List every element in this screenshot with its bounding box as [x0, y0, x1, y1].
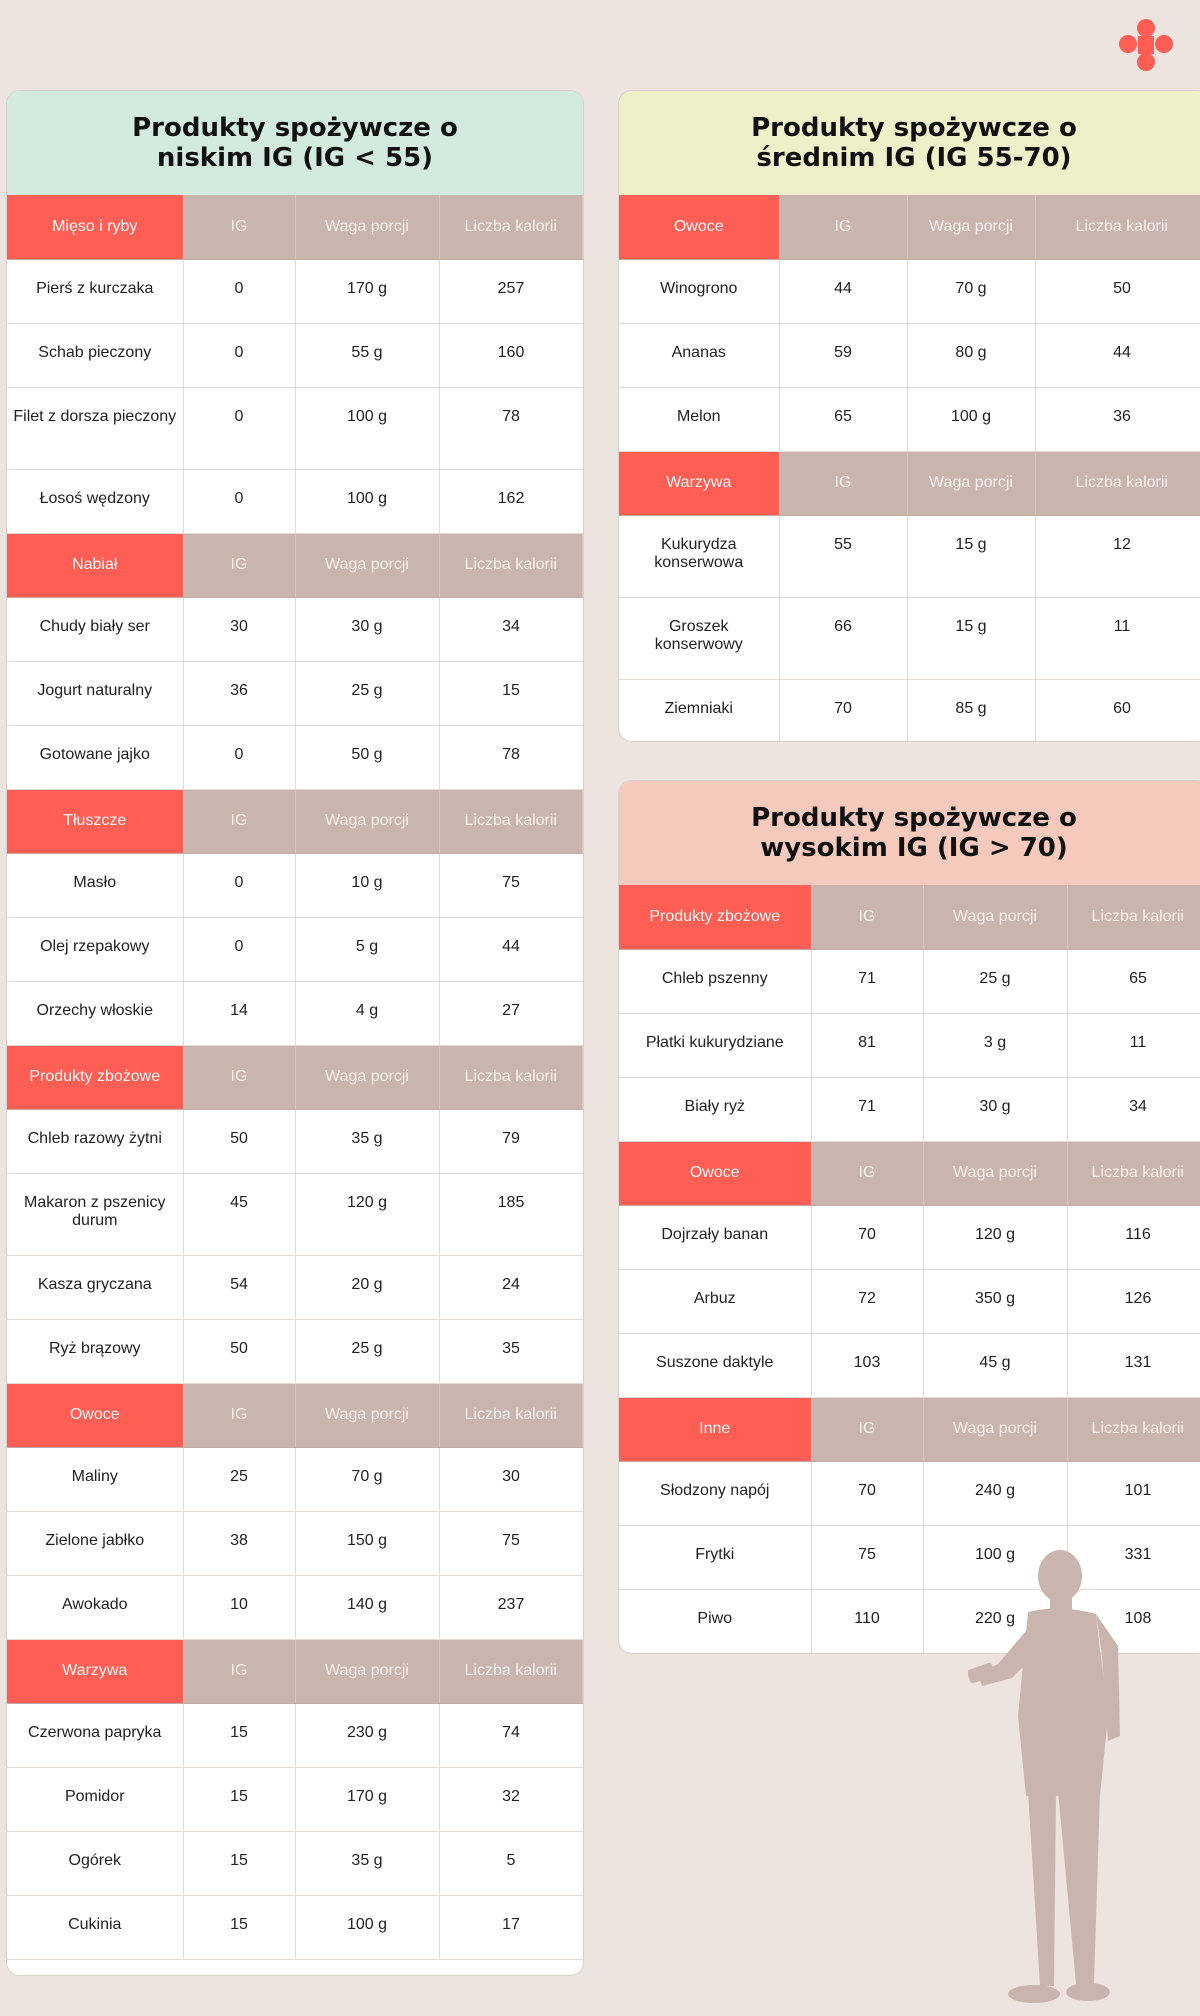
ig-value: 71 [811, 1077, 923, 1141]
ig-value: 0 [183, 725, 295, 789]
food-name: Filet z dorsza pieczony [7, 387, 183, 469]
column-header-calories: Liczba kalorii [439, 1639, 583, 1703]
food-name: Frytki [619, 1525, 811, 1589]
category-header-row [619, 1141, 1200, 1205]
food-name: Kasza gryczana [7, 1255, 183, 1319]
calorie-count: 126 [1067, 1269, 1200, 1333]
portion-weight: 20 g [295, 1255, 439, 1319]
table-row [619, 597, 1200, 679]
food-name: Masło [7, 853, 183, 917]
portion-weight: 70 g [907, 259, 1035, 323]
title-line: wysokim IG (IG > 70) [760, 833, 1068, 863]
table-row [7, 469, 583, 533]
table-row [7, 981, 583, 1045]
category-name: Tłuszcze [7, 789, 183, 853]
category-name: Owoce [619, 195, 779, 259]
ig-value: 25 [183, 1447, 295, 1511]
portion-weight: 230 g [295, 1703, 439, 1767]
calorie-count: 116 [1067, 1205, 1200, 1269]
column-header-weight: Waga porcji [923, 1397, 1067, 1461]
table-row [619, 679, 1200, 742]
calorie-count: 44 [439, 917, 583, 981]
calorie-count: 32 [439, 1767, 583, 1831]
column-header-weight: Waga porcji [907, 195, 1035, 259]
ig-value: 14 [183, 981, 295, 1045]
food-name: Płatki kukurydziane [619, 1013, 811, 1077]
ig-value: 0 [183, 387, 295, 469]
column-header-calories: Liczba kalorii [1067, 1141, 1200, 1205]
category-name: Produkty zbożowe [619, 885, 811, 949]
calorie-count: 185 [439, 1173, 583, 1255]
table-row [619, 949, 1200, 1013]
calorie-count: 17 [439, 1895, 583, 1959]
portion-weight: 45 g [923, 1333, 1067, 1397]
table-row [7, 917, 583, 981]
portion-weight: 150 g [295, 1511, 439, 1575]
table-row [7, 725, 583, 789]
table-row [7, 1703, 583, 1767]
food-name: Słodzony napój [619, 1461, 811, 1525]
ig-value: 50 [183, 1109, 295, 1173]
table-row [7, 1767, 583, 1831]
calorie-count: 74 [439, 1703, 583, 1767]
ig-value: 65 [779, 387, 907, 451]
column-header-weight: Waga porcji [295, 533, 439, 597]
portion-weight: 35 g [295, 1109, 439, 1173]
portion-weight: 120 g [295, 1173, 439, 1255]
table-row [619, 387, 1200, 451]
column-header-calories: Liczba kalorii [439, 1383, 583, 1447]
calorie-count: 24 [439, 1255, 583, 1319]
calorie-count: 160 [439, 323, 583, 387]
food-name: Ananas [619, 323, 779, 387]
column-header-calories: Liczba kalorii [439, 195, 583, 259]
portion-weight: 350 g [923, 1269, 1067, 1333]
portion-weight: 100 g [295, 387, 439, 469]
table-row [619, 1077, 1200, 1141]
food-name: Chleb pszenny [619, 949, 811, 1013]
portion-weight: 35 g [295, 1831, 439, 1895]
column-header-ig: IG [183, 1639, 295, 1703]
title-line: niskim IG (IG < 55) [156, 143, 434, 173]
portion-weight: 25 g [295, 661, 439, 725]
calorie-count: 101 [1067, 1461, 1200, 1525]
ig-value: 103 [811, 1333, 923, 1397]
ig-value: 15 [183, 1767, 295, 1831]
portion-weight: 3 g [923, 1013, 1067, 1077]
food-name: Pomidor [7, 1767, 183, 1831]
table-row [7, 259, 583, 323]
food-name: Dojrzały banan [619, 1205, 811, 1269]
calorie-count: 5 [439, 1831, 583, 1895]
calorie-count: 237 [439, 1575, 583, 1639]
ig-value: 71 [811, 949, 923, 1013]
column-header-ig: IG [183, 1045, 295, 1109]
food-name: Suszone daktyle [619, 1333, 811, 1397]
ig-value: 70 [779, 679, 907, 742]
table-row [7, 323, 583, 387]
mid-ig-table [619, 195, 1200, 742]
portion-weight: 240 g [923, 1461, 1067, 1525]
food-name: Winogrono [619, 259, 779, 323]
column-header-weight: Waga porcji [923, 885, 1067, 949]
portion-weight: 100 g [923, 1525, 1067, 1589]
food-name: Czerwona papryka [7, 1703, 183, 1767]
ig-value: 59 [779, 323, 907, 387]
calorie-count: 108 [1067, 1589, 1200, 1653]
portion-weight: 85 g [907, 679, 1035, 742]
category-header-row [7, 1045, 583, 1109]
column-header-weight: Waga porcji [295, 195, 439, 259]
food-name: Pierś z kurczaka [7, 259, 183, 323]
category-name: Nabiał [7, 533, 183, 597]
column-header-ig: IG [183, 789, 295, 853]
portion-weight: 100 g [295, 469, 439, 533]
food-name: Chudy biały ser [7, 597, 183, 661]
table-row [619, 323, 1200, 387]
column-header-calories: Liczba kalorii [439, 533, 583, 597]
ig-value: 50 [183, 1319, 295, 1383]
ig-value: 15 [183, 1703, 295, 1767]
calorie-count: 65 [1067, 949, 1200, 1013]
category-header-row [619, 1397, 1200, 1461]
column-header-ig: IG [811, 1141, 923, 1205]
category-header-row [619, 451, 1200, 515]
low-ig-table-card [6, 90, 584, 1976]
high-ig-table [619, 885, 1200, 1654]
calorie-count: 75 [439, 1511, 583, 1575]
calorie-count: 331 [1067, 1525, 1200, 1589]
ig-value: 0 [183, 323, 295, 387]
ig-value: 66 [779, 597, 907, 679]
calorie-count: 75 [439, 853, 583, 917]
title-line: Produkty spożywcze o [132, 113, 458, 143]
category-header-row [619, 885, 1200, 949]
portion-weight: 15 g [907, 597, 1035, 679]
food-name: Gotowane jajko [7, 725, 183, 789]
portion-weight: 30 g [295, 597, 439, 661]
food-name: Orzechy włoskie [7, 981, 183, 1045]
high-ig-title [619, 781, 1200, 885]
high-ig-table-card [618, 780, 1200, 1654]
ig-value: 38 [183, 1511, 295, 1575]
category-name: Owoce [7, 1383, 183, 1447]
column-header-weight: Waga porcji [907, 451, 1035, 515]
column-header-weight: Waga porcji [923, 1141, 1067, 1205]
table-row [7, 1319, 583, 1383]
food-name: Jogurt naturalny [7, 661, 183, 725]
brand-logo-icon [1116, 18, 1176, 74]
portion-weight: 4 g [295, 981, 439, 1045]
ig-value: 36 [183, 661, 295, 725]
ig-value: 45 [183, 1173, 295, 1255]
food-name: Chleb razowy żytni [7, 1109, 183, 1173]
food-name: Ryż brązowy [7, 1319, 183, 1383]
column-header-calories: Liczba kalorii [1067, 1397, 1200, 1461]
calorie-count: 27 [439, 981, 583, 1045]
portion-weight: 5 g [295, 917, 439, 981]
category-header-row [7, 195, 583, 259]
ig-value: 54 [183, 1255, 295, 1319]
calorie-count: 131 [1067, 1333, 1200, 1397]
table-row [619, 1013, 1200, 1077]
ig-value: 81 [811, 1013, 923, 1077]
table-row [7, 387, 583, 469]
table-row [619, 1461, 1200, 1525]
food-name: Cukinia [7, 1895, 183, 1959]
portion-weight: 170 g [295, 1767, 439, 1831]
column-header-calories: Liczba kalorii [1035, 451, 1200, 515]
table-row [7, 1447, 583, 1511]
ig-value: 110 [811, 1589, 923, 1653]
table-row [7, 1511, 583, 1575]
portion-weight: 15 g [907, 515, 1035, 597]
title-line: średnim IG (IG 55-70) [756, 143, 1072, 173]
category-name: Warzywa [7, 1639, 183, 1703]
portion-weight: 220 g [923, 1589, 1067, 1653]
calorie-count: 78 [439, 725, 583, 789]
ig-value: 0 [183, 917, 295, 981]
calorie-count: 34 [439, 597, 583, 661]
ig-value: 44 [779, 259, 907, 323]
ig-value: 0 [183, 469, 295, 533]
calorie-count: 36 [1035, 387, 1200, 451]
table-row [7, 1173, 583, 1255]
table-row [7, 1831, 583, 1895]
ig-value: 30 [183, 597, 295, 661]
calorie-count: 60 [1035, 679, 1200, 742]
portion-weight: 25 g [295, 1319, 439, 1383]
portion-weight: 80 g [907, 323, 1035, 387]
category-name: Inne [619, 1397, 811, 1461]
portion-weight: 100 g [295, 1895, 439, 1959]
title-line: Produkty spożywcze o [751, 803, 1077, 833]
food-name: Melon [619, 387, 779, 451]
calorie-count: 11 [1067, 1013, 1200, 1077]
column-header-ig: IG [779, 451, 907, 515]
calorie-count: 257 [439, 259, 583, 323]
food-name: Groszek konserwowy [619, 597, 779, 679]
calorie-count: 12 [1035, 515, 1200, 597]
food-name: Awokado [7, 1575, 183, 1639]
portion-weight: 30 g [923, 1077, 1067, 1141]
title-line: Produkty spożywcze o [751, 113, 1077, 143]
ig-value: 10 [183, 1575, 295, 1639]
category-header-row [7, 1639, 583, 1703]
category-header-row [7, 789, 583, 853]
person-silhouette-icon [968, 1546, 1148, 2016]
table-row [7, 853, 583, 917]
calorie-count: 30 [439, 1447, 583, 1511]
table-row [7, 1575, 583, 1639]
food-name: Ogórek [7, 1831, 183, 1895]
column-header-ig: IG [183, 195, 295, 259]
calorie-count: 11 [1035, 597, 1200, 679]
mid-ig-title [619, 91, 1200, 195]
low-ig-title [7, 91, 583, 195]
ig-value: 15 [183, 1895, 295, 1959]
food-name: Kukurydza konserwowa [619, 515, 779, 597]
calorie-count: 44 [1035, 323, 1200, 387]
calorie-count: 78 [439, 387, 583, 469]
calorie-count: 35 [439, 1319, 583, 1383]
portion-weight: 55 g [295, 323, 439, 387]
calorie-count: 162 [439, 469, 583, 533]
column-header-calories: Liczba kalorii [1035, 195, 1200, 259]
ig-value: 70 [811, 1205, 923, 1269]
column-header-calories: Liczba kalorii [439, 789, 583, 853]
table-row [619, 1333, 1200, 1397]
column-header-ig: IG [811, 1397, 923, 1461]
table-row [7, 1255, 583, 1319]
table-row [7, 597, 583, 661]
table-row [7, 1109, 583, 1173]
portion-weight: 50 g [295, 725, 439, 789]
food-name: Piwo [619, 1589, 811, 1653]
food-name: Ziemniaki [619, 679, 779, 742]
column-header-calories: Liczba kalorii [1067, 885, 1200, 949]
column-header-weight: Waga porcji [295, 1383, 439, 1447]
category-name: Mięso i ryby [7, 195, 183, 259]
table-row [619, 515, 1200, 597]
column-header-calories: Liczba kalorii [439, 1045, 583, 1109]
ig-value: 70 [811, 1461, 923, 1525]
portion-weight: 25 g [923, 949, 1067, 1013]
portion-weight: 100 g [907, 387, 1035, 451]
category-name: Produkty zbożowe [7, 1045, 183, 1109]
column-header-ig: IG [779, 195, 907, 259]
category-header-row [619, 195, 1200, 259]
column-header-weight: Waga porcji [295, 789, 439, 853]
portion-weight: 10 g [295, 853, 439, 917]
food-name: Arbuz [619, 1269, 811, 1333]
food-name: Zielone jabłko [7, 1511, 183, 1575]
ig-value: 0 [183, 259, 295, 323]
table-row [619, 259, 1200, 323]
category-header-row [7, 533, 583, 597]
portion-weight: 140 g [295, 1575, 439, 1639]
calorie-count: 34 [1067, 1077, 1200, 1141]
portion-weight: 70 g [295, 1447, 439, 1511]
food-name: Schab pieczony [7, 323, 183, 387]
column-header-ig: IG [183, 533, 295, 597]
column-header-weight: Waga porcji [295, 1045, 439, 1109]
ig-value: 15 [183, 1831, 295, 1895]
table-row [619, 1205, 1200, 1269]
mid-ig-table-card [618, 90, 1200, 742]
food-name: Olej rzepakowy [7, 917, 183, 981]
food-name: Makaron z pszenicy durum [7, 1173, 183, 1255]
column-header-ig: IG [183, 1383, 295, 1447]
column-header-weight: Waga porcji [295, 1639, 439, 1703]
low-ig-table [7, 195, 583, 1960]
category-name: Owoce [619, 1141, 811, 1205]
category-header-row [7, 1383, 583, 1447]
calorie-count: 50 [1035, 259, 1200, 323]
table-row [7, 661, 583, 725]
column-header-ig: IG [811, 885, 923, 949]
ig-value: 75 [811, 1525, 923, 1589]
category-name: Warzywa [619, 451, 779, 515]
table-row [7, 1895, 583, 1959]
ig-value: 0 [183, 853, 295, 917]
calorie-count: 79 [439, 1109, 583, 1173]
ig-value: 72 [811, 1269, 923, 1333]
food-name: Maliny [7, 1447, 183, 1511]
portion-weight: 170 g [295, 259, 439, 323]
table-row [619, 1269, 1200, 1333]
calorie-count: 15 [439, 661, 583, 725]
ig-value: 55 [779, 515, 907, 597]
portion-weight: 120 g [923, 1205, 1067, 1269]
food-name: Biały ryż [619, 1077, 811, 1141]
food-name: Łosoś wędzony [7, 469, 183, 533]
